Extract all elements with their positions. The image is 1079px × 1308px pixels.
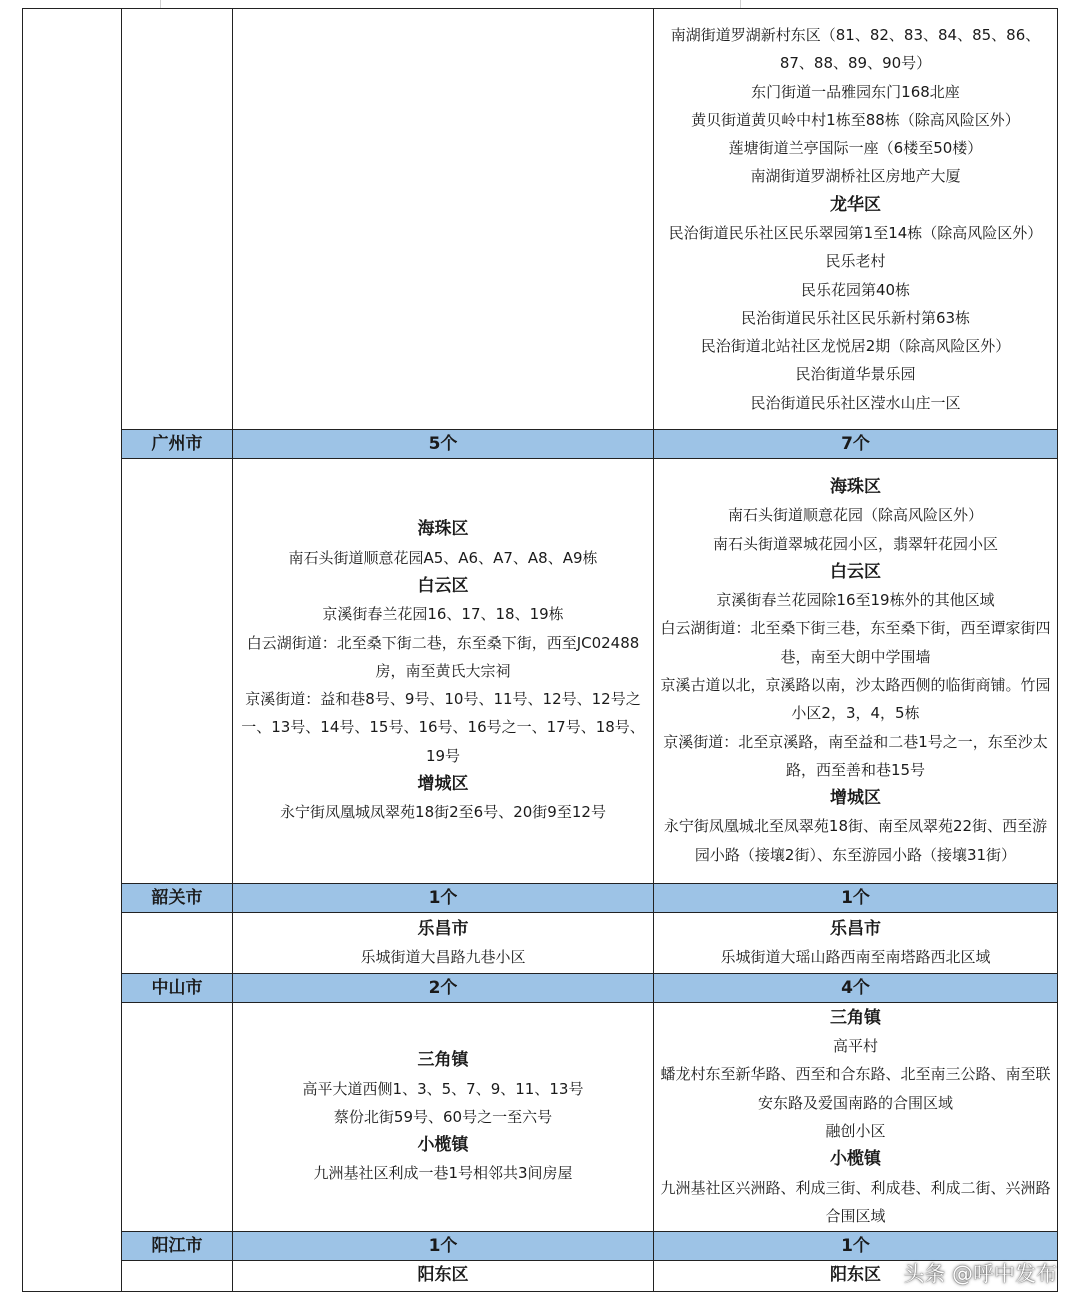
risk-area-table bbox=[22, 8, 1058, 1292]
city-cell bbox=[122, 1261, 233, 1292]
area-line: 永宁街凤凰城北至凤翠苑18街、南至凤翠苑22街、西至游园小路（接壤2街）、东至游园小路（接壤31街） bbox=[663, 817, 1048, 864]
watermark: 头条 @呼中发布 bbox=[903, 1262, 1057, 1286]
area-line: 东门街道一品雅园东门168北座 bbox=[751, 82, 960, 101]
area-line: 民治街道北站社区龙悦居2期（除高风险区外） bbox=[700, 337, 1011, 356]
district-heading: 白云区 bbox=[830, 561, 881, 582]
area-line: 乐城街道大昌路九巷小区 bbox=[360, 948, 526, 966]
district-heading: 小榄镇 bbox=[417, 1135, 469, 1156]
city-cell bbox=[122, 1003, 233, 1232]
area-line: 南湖街道罗湖桥社区房地产大厦 bbox=[750, 167, 961, 186]
area-line: 白云湖街道：北至桑下街二巷，东至桑下街，西至JC02488房，南至黄氏大宗祠 bbox=[246, 633, 640, 680]
area-line: 南石头街道顺意花园A5、A6、A7、A8、A9栋 bbox=[288, 548, 598, 567]
area-line: 高平大道西侧1、3、5、7、9、11、13号 bbox=[302, 1079, 584, 1098]
high-area-cell bbox=[654, 459, 1058, 884]
city-cell bbox=[122, 9, 233, 430]
area-line: 白云湖街道：北至桑下街三巷，东至桑下街，西至谭家街四巷，南至大朗中学围墙 bbox=[660, 619, 1051, 666]
district-heading: 乐昌市 bbox=[417, 918, 469, 939]
risk-area-table-body bbox=[23, 9, 1058, 1292]
city-name: 广州市 bbox=[122, 430, 233, 459]
province-cell bbox=[23, 9, 122, 1292]
city-area-row bbox=[23, 1003, 1058, 1232]
mid-area-cell bbox=[233, 459, 654, 884]
mid-risk-count: 1个 bbox=[233, 1232, 654, 1261]
area-line: 九洲基社区兴洲路、利成三街、利成巷、利成二街、兴洲路合围区域 bbox=[660, 1178, 1051, 1225]
city-header-row bbox=[23, 1232, 1058, 1261]
high-risk-count: 1个 bbox=[654, 884, 1058, 913]
city-name: 阳江市 bbox=[122, 1232, 233, 1261]
city-name: 中山市 bbox=[122, 974, 233, 1003]
district-heading: 小榄镇 bbox=[830, 1149, 881, 1170]
city-area-row bbox=[23, 459, 1058, 884]
area-line: 京溪古道以北，京溪路以南，沙太路西侧的临街商铺。竹园小区2，3，4，5栋 bbox=[660, 676, 1051, 723]
mid-area-cell bbox=[233, 1003, 654, 1232]
mid-risk-count: 5个 bbox=[233, 430, 654, 459]
high-risk-count: 4个 bbox=[654, 974, 1058, 1003]
high-area-cell bbox=[654, 913, 1058, 974]
city-cell bbox=[122, 913, 233, 974]
area-line: 蟠龙村东至新华路、西至和合东路、北至南三公路、南至联安东路及爱国南路的合围区域 bbox=[660, 1065, 1051, 1112]
area-line: 京溪街春兰花园16、17、18、19栋 bbox=[322, 605, 564, 624]
district-heading: 增城区 bbox=[830, 788, 881, 809]
area-line: 京溪街春兰花园除16至19栋外的其他区域 bbox=[716, 591, 995, 610]
city-name: 韶关市 bbox=[122, 884, 233, 913]
top-strip bbox=[0, 0, 1079, 8]
area-line: 民乐老村 bbox=[825, 252, 886, 271]
mid-area-cell bbox=[233, 1261, 654, 1292]
district-heading: 阳东区 bbox=[830, 1265, 881, 1285]
district-heading: 增城区 bbox=[417, 774, 469, 795]
district-heading: 白云区 bbox=[417, 575, 469, 596]
continuation-row bbox=[23, 9, 1058, 430]
area-line: 民治街道民乐社区滢水山庄一区 bbox=[750, 393, 961, 412]
area-line: 民乐花园第40栋 bbox=[800, 280, 911, 299]
district-heading: 海珠区 bbox=[417, 519, 469, 540]
district-heading: 龙华区 bbox=[830, 194, 881, 215]
top-strip-tick bbox=[160, 0, 161, 8]
area-line: 民治街道民乐社区民乐新村第63栋 bbox=[740, 308, 971, 327]
area-line: 九洲基社区利成一巷1号相邻共3间房屋 bbox=[313, 1164, 573, 1183]
high-area-cell bbox=[654, 1003, 1058, 1232]
area-line: 蔡份北街59号、60号之一至六号 bbox=[333, 1107, 553, 1126]
high-area-cell bbox=[654, 9, 1058, 430]
area-line: 乐城街道大瑶山路西南至南塔路西北区域 bbox=[720, 948, 991, 966]
area-line: 民治街道华景乐园 bbox=[795, 365, 916, 384]
area-line: 莲塘街道兰亭国际一座（6楼至50楼） bbox=[728, 139, 983, 158]
area-line: 黄贝街道黄贝岭中村1栋至88栋（除高风险区外） bbox=[691, 110, 1020, 129]
district-heading: 乐昌市 bbox=[830, 918, 881, 939]
area-line: 京溪街道：益和巷8号、9号、10号、11号、12号、12号之一、13号、14号、15号、16号、16号之一、17号、18号、19号 bbox=[241, 690, 645, 765]
mid-area-cell bbox=[233, 9, 654, 430]
district-heading: 三角镇 bbox=[830, 1007, 881, 1028]
area-line: 京溪街道：北至京溪路，南至益和二巷1号之一，东至沙太路，西至善和巷15号 bbox=[663, 732, 1048, 779]
city-cell bbox=[122, 459, 233, 884]
mid-risk-count: 2个 bbox=[233, 974, 654, 1003]
city-header-row bbox=[23, 974, 1058, 1003]
area-line: 永宁街凤凰城凤翠苑18街2至6号、20街9至12号 bbox=[280, 803, 606, 822]
district-heading: 三角镇 bbox=[417, 1050, 469, 1071]
area-line: 高平村 bbox=[832, 1037, 878, 1056]
area-line: 融创小区 bbox=[825, 1122, 886, 1140]
area-line: 南石头街道翠城花园小区，翡翠轩花园小区 bbox=[712, 534, 998, 553]
area-line: 南湖街道罗湖新村东区（81、82、83、84、85、86、87、88、89、90号） bbox=[670, 25, 1041, 73]
city-header-row bbox=[23, 884, 1058, 913]
mid-area-cell bbox=[233, 913, 654, 974]
district-heading: 阳东区 bbox=[417, 1265, 469, 1285]
city-area-row bbox=[23, 913, 1058, 974]
high-risk-count: 1个 bbox=[654, 1232, 1058, 1261]
city-header-row bbox=[23, 430, 1058, 459]
area-line: 南石头街道顺意花园（除高风险区外） bbox=[727, 506, 983, 525]
mid-risk-count: 1个 bbox=[233, 884, 654, 913]
district-heading: 海珠区 bbox=[830, 476, 881, 497]
high-risk-count: 7个 bbox=[654, 430, 1058, 459]
area-line: 民治街道民乐社区民乐翠园第1至14栋（除高风险区外） bbox=[668, 224, 1043, 242]
top-strip-tick bbox=[740, 0, 741, 8]
